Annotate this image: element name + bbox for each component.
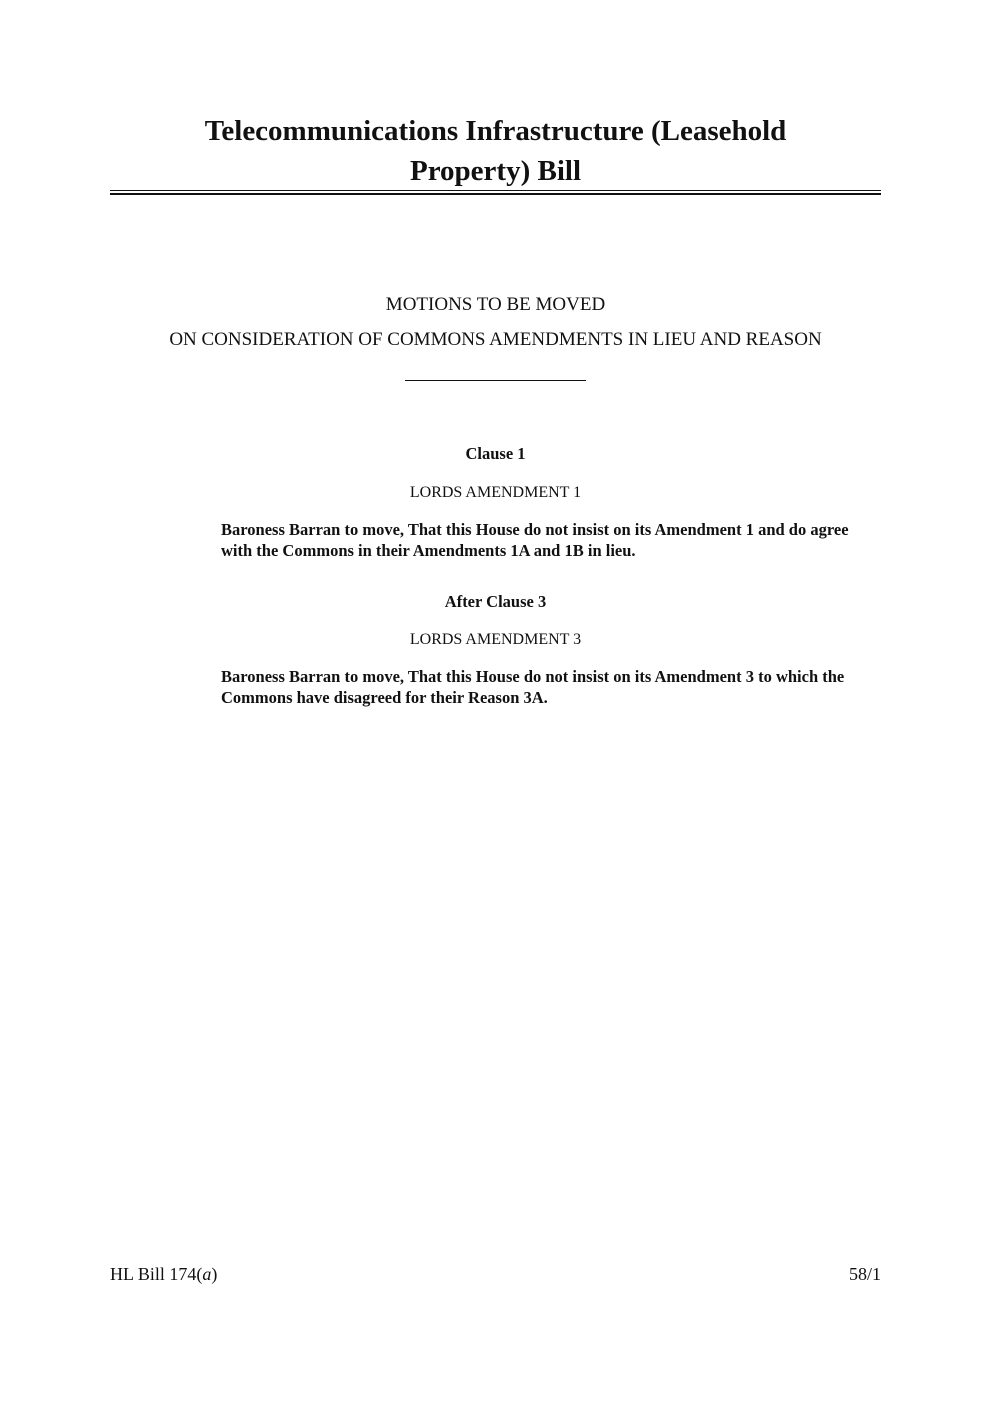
section-heading-after-clause-3: After Clause 3: [444, 592, 547, 611]
bill-ref-prefix: HL Bill 174(: [110, 1264, 203, 1284]
motion-text-3: Baroness Barran to move, That this House do not insist on its Amendment 3 to which the Commons have disagreed for their Reason 3A.: [221, 667, 845, 707]
bill-reference: [110, 1264, 217, 1285]
motion-text-1: Baroness Barran to move, That this House do not insist on its Amendment 1 and do agree with the Commons in their Amendments 1A and 1B in lieu.: [221, 520, 849, 560]
page-reference: 58/1: [848, 1264, 881, 1284]
title-rule-thick: [110, 193, 881, 195]
title-line-2: Property) Bill: [409, 155, 581, 187]
section-heading-clause-1: Clause 1: [465, 444, 526, 463]
amendment-label-3: LORDS AMENDMENT 3: [409, 631, 582, 648]
bill-ref-suffix: ): [211, 1264, 218, 1284]
amendment-label-1: LORDS AMENDMENT 1: [409, 484, 582, 501]
document-title: [110, 111, 881, 191]
section-divider: [405, 380, 586, 381]
bill-ref-italic: a: [202, 1264, 212, 1284]
title-line-1: Telecommunications Infrastructure (Leasehold: [204, 115, 787, 147]
subtitle-motions: MOTIONS TO BE MOVED: [385, 294, 606, 315]
subtitle-consideration: ON CONSIDERATION OF COMMONS AMENDMENTS IN LIEU AND REASON: [169, 329, 822, 350]
title-rule-thin: [110, 190, 881, 191]
